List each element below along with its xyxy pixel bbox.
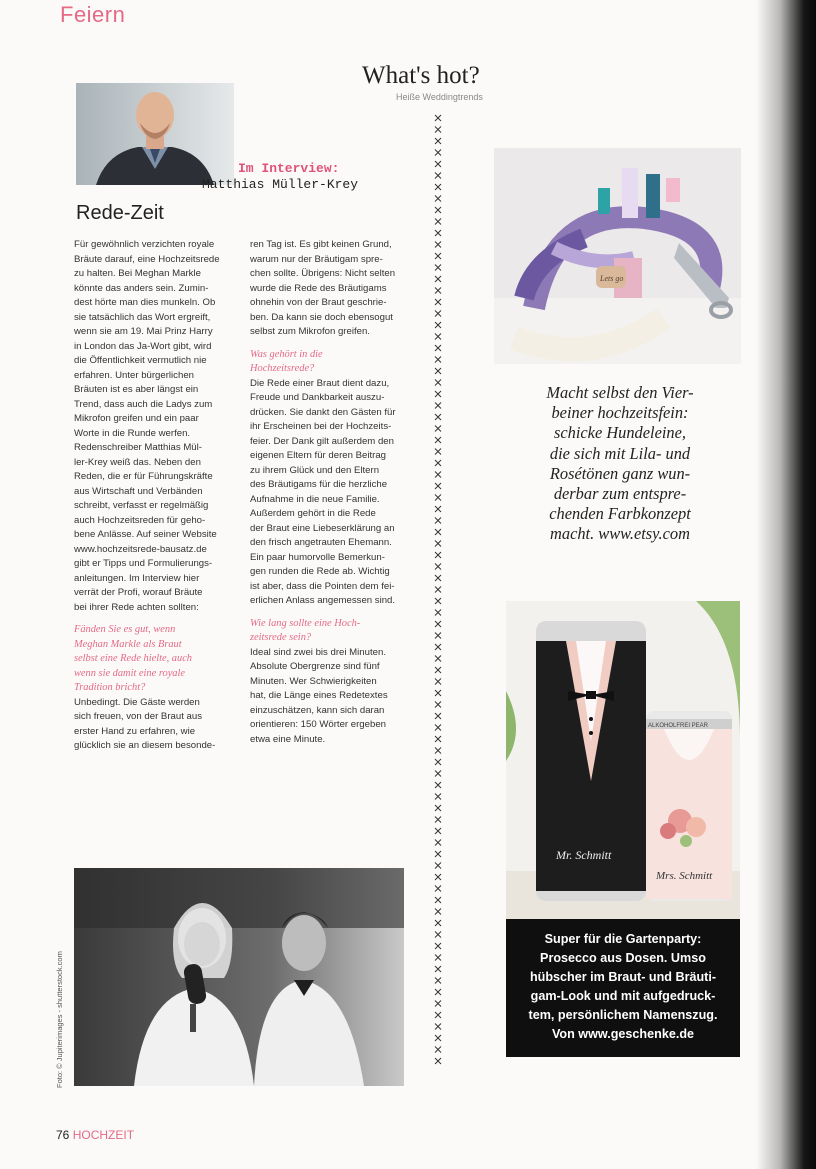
stitch-mark: [435, 702, 441, 708]
page-footer: [56, 1128, 134, 1142]
stitch-mark: [435, 828, 441, 834]
stitch-mark: [435, 736, 441, 742]
stitch-mark: [435, 322, 441, 328]
stitch-mark: [435, 311, 441, 317]
svg-text:Foto: © Jupiterimages - shutte: Foto: © Jupiterimages - shutterstock.com: [55, 951, 64, 1088]
stitch-mark: [435, 943, 441, 949]
stitch-mark: [435, 1058, 441, 1064]
dog-leash-photo: [494, 148, 741, 364]
stitch-mark: [435, 127, 441, 133]
stitch-mark: [435, 368, 441, 374]
stitch-mark: [435, 276, 441, 282]
stitch-mark: [435, 334, 441, 340]
answer-1-continued: ren Tag ist. Es gibt keinen Grund, warum nur der Bräutigam spre- chen sollte. Übrigens: Nicht selten wurde die Rede des Bräutigams ohnehin von der Braut geschrie- ben. Da kann sie doch ebensogut selbst zum Mikrofon greifen.: [250, 239, 396, 337]
question-1: Fänden Sie es gut, wenn Meghan Markle als Braut selbst eine Rede hielte, auch wenn sie damit eine royale Tradition bricht?: [74, 624, 193, 693]
stitch-mark: [435, 426, 441, 432]
stitch-mark: [435, 909, 441, 915]
whats-hot-subtitle: Heiße Weddingtrends: [396, 92, 483, 102]
stitch-mark: [435, 161, 441, 167]
stitch-mark: [435, 357, 441, 363]
stitch-mark: [435, 863, 441, 869]
mrs-can-top-label: ALKOHOLFREI PEAR: [648, 723, 709, 729]
question-2: Was gehört in die Hochzeitsrede?: [250, 348, 323, 374]
stitch-mark: [435, 955, 441, 961]
stitch-mark: [435, 506, 441, 512]
stitch-mark: [435, 771, 441, 777]
stitch-mark: [435, 897, 441, 903]
question-3: Wie lang sollte eine Hoch- zeitsrede sein?: [250, 617, 361, 643]
stitch-mark: [435, 748, 441, 754]
stitch-mark: [435, 1001, 441, 1007]
stitch-mark: [435, 184, 441, 190]
stitch-mark: [435, 759, 441, 765]
stitch-mark: [435, 1012, 441, 1018]
stitch-mark: [435, 288, 441, 294]
cross-stitch-divider: [433, 112, 443, 1072]
stitch-mark: [435, 518, 441, 524]
prosecco-cans-photo: [506, 601, 740, 919]
stitch-mark: [435, 656, 441, 662]
stitch-mark: [435, 449, 441, 455]
stitch-mark: [435, 230, 441, 236]
stitch-mark: [435, 782, 441, 788]
stitch-mark: [435, 679, 441, 685]
stitch-mark: [435, 242, 441, 248]
stitch-mark: [435, 725, 441, 731]
stitch-mark: [435, 874, 441, 880]
stitch-mark: [435, 851, 441, 857]
stitch-mark: [435, 472, 441, 478]
stitch-mark: [435, 173, 441, 179]
stitch-mark: [435, 966, 441, 972]
stitch-mark: [435, 817, 441, 823]
interviewee-name: Matthias Müller-Krey: [202, 177, 359, 192]
stitch-mark: [435, 299, 441, 305]
stitch-mark: [435, 587, 441, 593]
stitch-mark: [435, 610, 441, 616]
answer-1: Unbedingt. Die Gäste werden sich freuen, von der Braut aus erster Hand zu erfahren, wie glücklich sie an diesem besonde-: [74, 696, 216, 751]
stitch-mark: [435, 886, 441, 892]
portrait-photo: [76, 83, 234, 185]
stitch-mark: [435, 598, 441, 604]
interview-label: Im Interview:: [238, 161, 340, 176]
stitch-mark: [435, 932, 441, 938]
stitch-mark: [435, 196, 441, 202]
stitch-mark: [435, 552, 441, 558]
stitch-mark: [435, 794, 441, 800]
article-column-2: [250, 238, 408, 747]
stitch-mark: [435, 644, 441, 650]
magazine-name: HOCHZEIT: [72, 1128, 135, 1142]
stitch-mark: [435, 483, 441, 489]
stitch-mark: [435, 253, 441, 259]
stitch-mark: [435, 564, 441, 570]
stitch-mark: [435, 690, 441, 696]
stitch-mark: [435, 805, 441, 811]
section-label: Feiern: [60, 2, 126, 27]
leash-tag-label: Lets go: [600, 274, 624, 283]
stitch-mark: [435, 265, 441, 271]
stitch-mark: [435, 667, 441, 673]
stitch-mark: [435, 633, 441, 639]
binding-shadow: [756, 0, 816, 1169]
answer-2: Die Rede einer Braut dient dazu, Freude und Dankbarkeit auszu- drücken. Sie dankt den Gästen für ihr Erscheinen bei der Hochzeits- feier. Der Dank gilt außerdem den eigenen Eltern für deren Beitrag zu ihrem Glück und den Eltern des Bräutigams für die herzliche Aufnahme in die neue Familie. Außerdem gehört in die Rede der Braut eine Liebeserklärung an den frisch angetrauten Ehemann. Ein paar humorvolle Bemerkun- gen runden die Rede ab. Wichtig ist aber, dass die Pointen dem fei- erlichen Anlass angemessen sind.: [250, 377, 396, 606]
stitch-mark: [435, 1024, 441, 1030]
stitch-mark: [435, 414, 441, 420]
answer-3: Ideal sind zwei bis drei Minuten. Absolute Obergrenze sind fünf Minuten. Wer Schwierigkeiten hat, die Länge eines Redetextes einzuschätzen, kann sich daran orientieren: 150 Wörter ergeben etwa eine Minute.: [250, 646, 388, 745]
stitch-mark: [435, 219, 441, 225]
stitch-mark: [435, 840, 441, 846]
stitch-mark: [435, 529, 441, 535]
article-column-1: [74, 238, 240, 754]
stitch-mark: [435, 713, 441, 719]
page-number: 76: [56, 1128, 70, 1142]
stitch-mark: [435, 978, 441, 984]
stitch-mark: [435, 380, 441, 386]
intro-text: Für gewöhnlich verzichten royale Bräute darauf, eine Hochzeitsrede zu halten. Bei Meghan Markle könnte das anders sein. Zumin- dest hörte man dies munkeln. Ob sie tatsächlich das Wort ergreift, wenn sie am 19. Mai Prinz Harry in London das Ja-Wort gibt, wird die Öffentlichkeit vermutlich nie erfahren. Unter bürgerlichen Bräuten ist es aber längst ein Trend, dass auch die Ladys zum Mikrofon greifen und ein paar Worte in die Runde werfen. Redenschreiber Matthias Mül- ler-Krey weiß das. Neben den Reden, die er für Führungskräfte aus Wirtschaft und Verbänden schreibt, verfasst er regelmäßig auch Hochzeitsreden für geho- bene Anlässe. Auf seiner Website www.hochzeitsrede-bausatz.de gibt er Tipps und Formulierungs- anleitungen. Im Interview hier verrät der Profi, worauf Bräute bei ihrer Rede achten sollten:: [74, 239, 220, 613]
prosecco-caption: Super für die Gartenparty: Prosecco aus Dosen. Umso hübscher im Braut- und Bräuti- gam-Look und mit aufgedruck- tem, persönlichem Namenszug. Von www.geschenke.de: [506, 919, 740, 1057]
article-headline: Rede-Zeit: [76, 202, 164, 224]
stitch-mark: [435, 1047, 441, 1053]
stitch-mark: [435, 541, 441, 547]
stitch-mark: [435, 437, 441, 443]
mrs-can-name: Mrs. Schmitt: [656, 870, 713, 882]
whats-hot-title: What's hot?: [362, 62, 480, 89]
stitch-mark: [435, 115, 441, 121]
photo-credit: [51, 940, 67, 1090]
stitch-mark: [435, 621, 441, 627]
mr-can-name: Mr. Schmitt: [556, 848, 612, 862]
stitch-mark: [435, 460, 441, 466]
stitch-mark: [435, 207, 441, 213]
stitch-mark: [435, 138, 441, 144]
stitch-mark: [435, 1035, 441, 1041]
stitch-mark: [435, 989, 441, 995]
stitch-mark: [435, 495, 441, 501]
stitch-mark: [435, 391, 441, 397]
stitch-mark: [435, 150, 441, 156]
wedding-couple-photo: [74, 868, 404, 1086]
stitch-mark: [435, 403, 441, 409]
stitch-mark: [435, 920, 441, 926]
leash-caption: Macht selbst den Vier- beiner hochzeitsfein: schicke Hundeleine, die sich mit Lila- und Rosétönen ganz wun- derbar zum entspre- chenden Farbkonzept macht. www.etsy.com: [546, 383, 694, 544]
stitch-mark: [435, 575, 441, 581]
stitch-mark: [435, 345, 441, 351]
